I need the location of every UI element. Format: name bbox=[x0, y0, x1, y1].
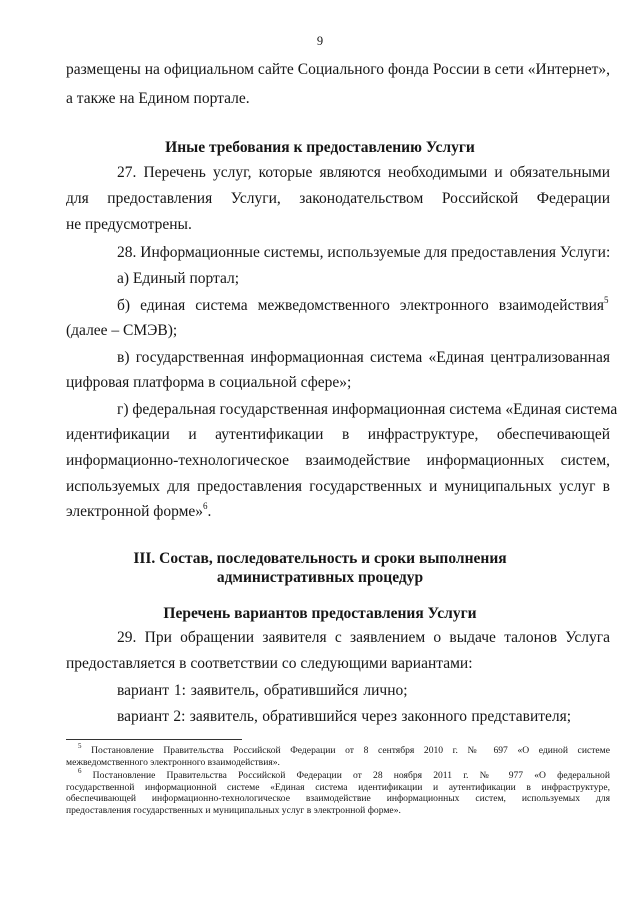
footnote-line: обеспечивающей информационно-технологическое взаимодействие информационных систем, используемых для bbox=[66, 793, 610, 804]
paragraph-line: 28. Информационные системы, используемые для предоставления Услуги: bbox=[117, 244, 611, 261]
paragraph-line: 27. Перечень услуг, которые являются необходимыми и обязательными bbox=[117, 164, 610, 181]
footnote-mark: 6 bbox=[78, 766, 82, 775]
list-item: а) Единый портал; bbox=[117, 270, 240, 287]
paragraph-line: 29. При обращении заявителя с заявлением о выдаче талонов Услуга bbox=[117, 629, 610, 646]
chapter-heading: административных процедур bbox=[216, 569, 424, 586]
paragraph-line: информационно-технологическое взаимодействие информационных систем, bbox=[66, 452, 610, 469]
paragraph-line: не предусмотрены. bbox=[66, 216, 192, 233]
paragraph-line: используемых для предоставления государственных и муниципальных услуг в bbox=[66, 478, 610, 495]
footnote-line: предоставления государственных и муниципальных услуг в электронной форме». bbox=[66, 805, 401, 816]
footnote-ref: 5 bbox=[604, 294, 609, 305]
page-number: 9 bbox=[316, 34, 324, 48]
footnote-mark: 5 bbox=[78, 741, 82, 750]
list-item-text: б) единая система межведомственного электронного взаимодействия bbox=[117, 297, 604, 314]
footnote-line: государственной информационной системе «Единая система идентификации и аутентификации в инфраструктуре, bbox=[66, 782, 610, 793]
footnote-line: $^5$ Постановление Правительства Российской Федерации от 8 сентября 2010 г. № 697 «О единой системе bbox=[78, 741, 610, 756]
list-item: вариант 1: заявитель, обратившийся лично; bbox=[117, 682, 408, 699]
paragraph-line: (далее – СМЭВ); bbox=[66, 322, 178, 339]
paragraph-line: для предоставления Услуги, законодательством Российской Федерации bbox=[66, 190, 610, 207]
section-heading: Иные требования к предоставлению Услуги bbox=[165, 139, 475, 156]
paragraph-line: идентификации и аутентификации в инфраструктуре, обеспечивающей bbox=[66, 426, 610, 443]
list-item: вариант 2: заявитель, обратившийся через законного представителя; bbox=[117, 708, 572, 725]
paragraph-line: предоставляется в соответствии со следующими вариантами: bbox=[66, 655, 473, 672]
list-item: в) государственная информационная система «Единая централизованная bbox=[117, 349, 610, 366]
paragraph-line: электронной форме»$^6$. bbox=[66, 500, 212, 520]
paragraph-line: размещены на официальном сайте Социального фонда России в сети «Интернет», bbox=[66, 61, 610, 78]
paragraph-line: цифровая платформа в социальной сфере»; bbox=[66, 374, 352, 391]
section-heading: Перечень вариантов предоставления Услуги bbox=[163, 605, 477, 622]
list-item bbox=[117, 296, 610, 316]
footnote-separator bbox=[66, 739, 242, 740]
paragraph-line: а также на Едином портале. bbox=[66, 90, 250, 107]
footnote-ref: 6 bbox=[203, 500, 208, 511]
footnote-line: $^6$ Постановление Правительства Российской Федерации от 28 ноября 2011 г. № 977 «О федеральной bbox=[78, 766, 610, 781]
list-item: г) федеральная государственная информационная система «Единая система bbox=[117, 401, 618, 418]
chapter-heading: III. Состав, последовательность и сроки выполнения bbox=[133, 550, 507, 567]
footnote-line: межведомственного электронного взаимодействия». bbox=[66, 757, 280, 768]
